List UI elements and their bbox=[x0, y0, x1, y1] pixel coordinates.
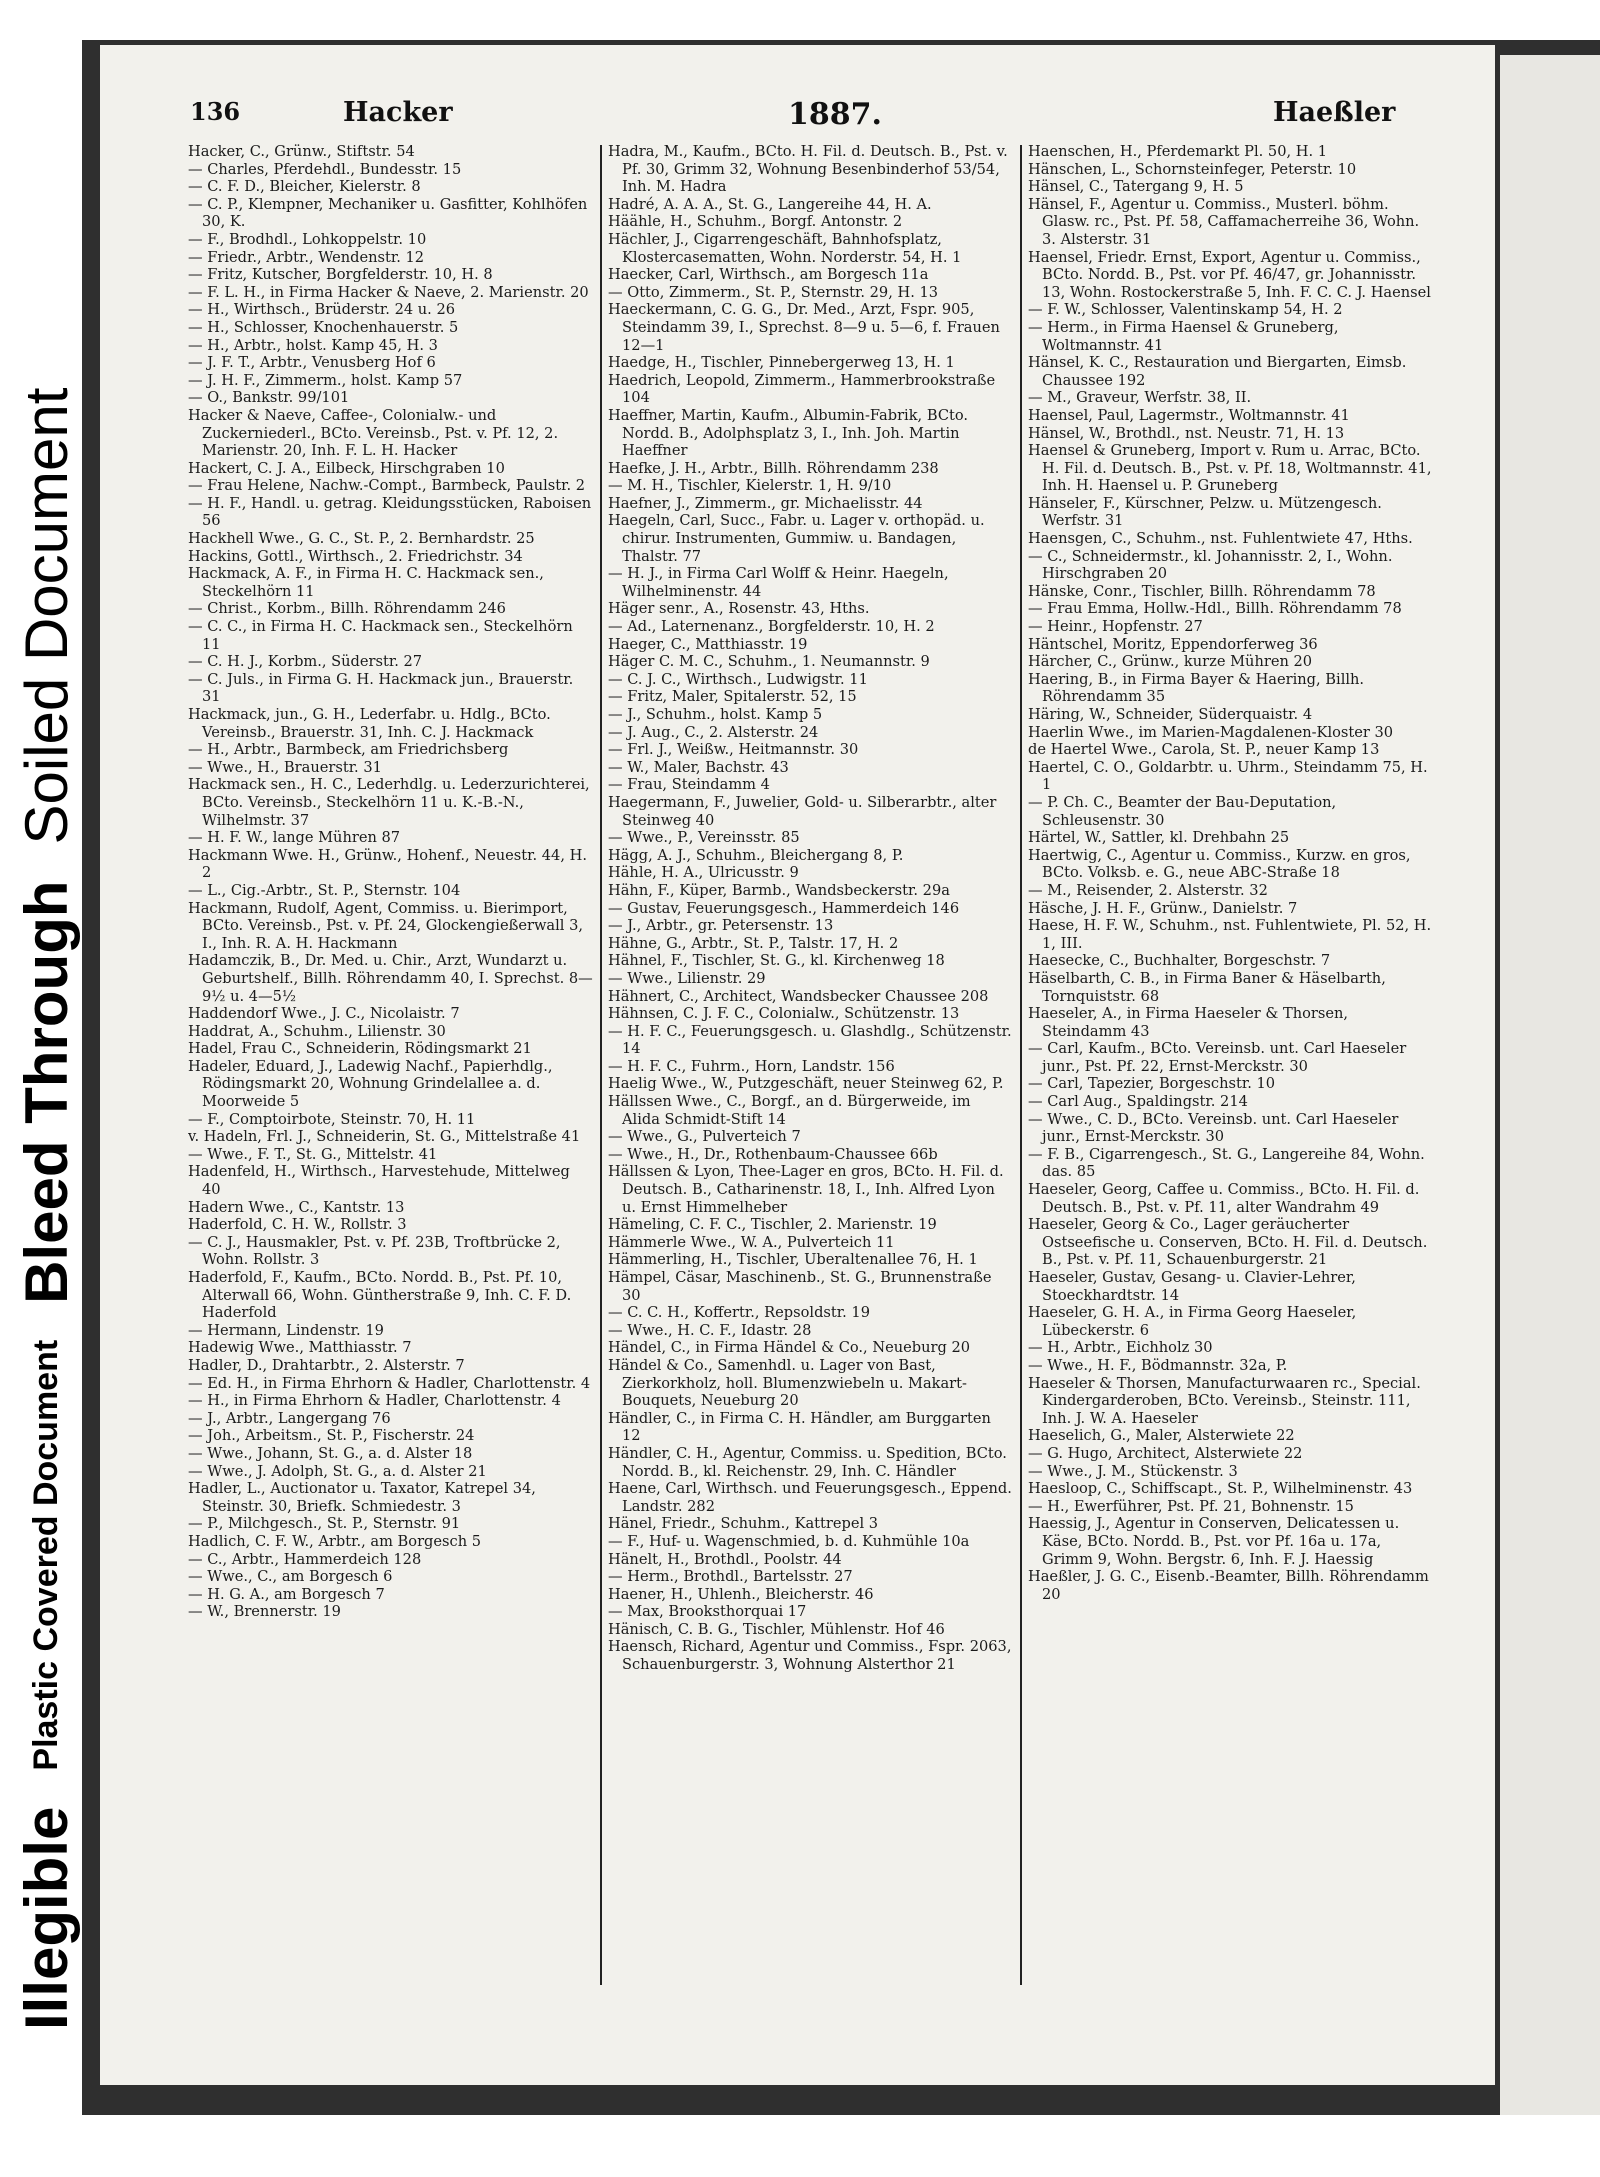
directory-entry: — P., Milchgesch., St. P., Sternstr. 91 bbox=[188, 1515, 461, 1533]
directory-entry: — C. F. D., Bleicher, Kielerstr. 8 bbox=[188, 178, 421, 196]
directory-entry: Haeger, C., Matthiasstr. 19 bbox=[608, 635, 808, 653]
directory-entry: Hähne, G., Arbtr., St. P., Talstr. 17, H. 2 bbox=[608, 934, 899, 952]
directory-entry: Hällssen & Lyon, Thee-Lager en gros, BCto. H. Fil. d. Deutsch. B., Catharinenstr. 18, I., Inh. Alfred Lyon u. Ernst Himmelheber bbox=[608, 1163, 1004, 1216]
directory-entry: Haenschen, H., Pferdemarkt Pl. 50, H. 1 bbox=[1028, 143, 1328, 160]
directory-entry: Hähnel, F., Tischler, St. G., kl. Kirchenweg 18 bbox=[608, 952, 945, 970]
directory-entry: — Christ., Korbm., Billh. Röhrendamm 246 bbox=[188, 600, 506, 618]
directory-entry: Hänske, Conr., Tischler, Billh. Röhrendamm 78 bbox=[1028, 582, 1376, 600]
directory-entry: Härtel, W., Sattler, kl. Drehbahn 25 bbox=[1028, 829, 1290, 847]
directory-entry: — H. J., in Firma Carl Wolff & Heinr. Haegeln, Wilhelminenstr. 44 bbox=[608, 565, 949, 600]
directory-entry: — F., Comptoirbote, Steinstr. 70, H. 11 bbox=[188, 1110, 476, 1128]
directory-entry: Haddrat, A., Schuhm., Lilienstr. 30 bbox=[188, 1022, 446, 1040]
directory-entry: Haeßler, J. G. C., Eisenb.-Beamter, Billh. Röhrendamm 20 bbox=[1028, 1568, 1429, 1603]
directory-entry: — Wwe., J. M., Stückenstr. 3 bbox=[1028, 1462, 1238, 1480]
directory-entry: v. Hadeln, Frl. J., Schneiderin, St. G., Mittelstraße 41 bbox=[188, 1128, 581, 1146]
directory-entry: Hänel, Friedr., Schuhm., Kattrepel 3 bbox=[608, 1515, 879, 1533]
directory-entry: Hällssen Wwe., C., Borgf., an d. Bürgerweide, im Alida Schmidt-Stift 14 bbox=[608, 1093, 971, 1128]
directory-entry: — F. W., Schlosser, Valentinskamp 54, H. 2 bbox=[1028, 301, 1343, 319]
directory-entry: — J., Arbtr., Langergang 76 bbox=[188, 1409, 391, 1427]
directory-entry: Haesecke, C., Buchhalter, Borgeschstr. 7 bbox=[1028, 952, 1331, 970]
directory-entry: — L., Cig.-Arbtr., St. P., Sternstr. 104 bbox=[188, 881, 461, 899]
directory-entry: Hadré, A. A. A., St. G., Langereihe 44, H. A. bbox=[608, 195, 932, 213]
directory-entry: — H., Ewerführer, Pst. Pf. 21, Bohnenstr. 15 bbox=[1028, 1497, 1354, 1515]
condition-plastic-covered: Plastic Covered Document bbox=[26, 1339, 65, 1771]
directory-entry: — H., Arbtr., Eichholz 30 bbox=[1028, 1339, 1213, 1357]
directory-entry: — Frau Emma, Hollw.-Hdl., Billh. Röhrendamm 78 bbox=[1028, 600, 1402, 618]
directory-entry: Hähn, F., Küper, Barmb., Wandsbeckerstr. 29a bbox=[608, 881, 950, 899]
directory-entry: — J. F. T., Arbtr., Venusberg Hof 6 bbox=[188, 354, 436, 372]
directory-entry: Hänisch, C. B. G., Tischler, Mühlenstr. Hof 46 bbox=[608, 1620, 945, 1638]
condition-soiled: Soiled Document bbox=[12, 387, 80, 845]
directory-entry: Haensel, Paul, Lagermstr., Woltmannstr. 41 bbox=[1028, 406, 1350, 424]
directory-entry: — H., Schlosser, Knochenhauerstr. 5 bbox=[188, 318, 459, 336]
directory-entry: Häähle, H., Schuhm., Borgf. Antonstr. 2 bbox=[608, 213, 903, 231]
directory-entry: Hadeler, Eduard, J., Ladewig Nachf., Papierhdlg., Rödingsmarkt 20, Wohnung Grindelallee a. d. Moorweide 5 bbox=[188, 1057, 553, 1111]
directory-entry: Haesloop, C., Schiffscapt., St. P., Wilhelminenstr. 43 bbox=[1028, 1480, 1413, 1498]
directory-entry: Haese, H. F. W., Schuhm., nst. Fuhlentwiete, Pl. 52, H. 1, III. bbox=[1028, 917, 1432, 952]
directory-entry: Hänsel, F., Agentur u. Commiss., Musterl. böhm. Glasw. rc., Pst. Pf. 58, Caffamacherreihe 36, Wohn. 3. Alsterstr. 31 bbox=[1028, 195, 1420, 248]
directory-entry: Hacker, C., Grünw., Stiftstr. 54 bbox=[188, 143, 415, 160]
directory-entry: — Max, Brooksthorquai 17 bbox=[608, 1603, 807, 1621]
directory-entry: — Otto, Zimmerm., St. P., Sternstr. 29, H. 13 bbox=[608, 283, 939, 301]
directory-entry: Hadler, D., Drahtarbtr., 2. Alsterstr. 7 bbox=[188, 1356, 465, 1374]
directory-entry: Häselbarth, C. B., in Firma Baner & Häselbarth, Tornquiststr. 68 bbox=[1028, 969, 1386, 1005]
directory-entry: — C. H. J., Korbm., Süderstr. 27 bbox=[188, 653, 423, 671]
directory-entry: Haensel & Gruneberg, Import v. Rum u. Arrac, BCto. H. Fil. d. Deutsch. B., Pst. v. Pf. 18, Woltmannstr. 41, Inh. H. Haensel u. P. Gruneberg bbox=[1028, 442, 1432, 495]
directory-entry: Haedge, H., Tischler, Pinnebergerweg 13, H. 1 bbox=[608, 354, 955, 372]
directory-entry: — Wwe., H., Brauerstr. 31 bbox=[188, 758, 382, 776]
directory-entry: — Carl, Tapezier, Borgeschstr. 10 bbox=[1028, 1075, 1276, 1093]
directory-entry: Hämmerle Wwe., W. A., Pulverteich 11 bbox=[608, 1233, 895, 1251]
document-condition-label bbox=[4, 30, 88, 2030]
directory-entry: Hadra, M., Kaufm., BCto. H. Fil. d. Deutsch. B., Pst. v. Pf. 30, Grimm 32, Wohnung Besenbinderhof 53/54, Inh. M. Hadra bbox=[608, 143, 1008, 196]
directory-entry: Haeseler, Georg & Co., Lager geräucherter Ostseefische u. Conserven, BCto. H. Fil. d. Deutsch. B., Pst. v. Pf. 11, Schauenburgerstr. 21 bbox=[1028, 1216, 1428, 1269]
directory-entry: — Wwe., C. D., BCto. Vereinsb. unt. Carl Haeseler junr., Ernst-Merckstr. 30 bbox=[1028, 1110, 1399, 1146]
directory-entry: Hächler, J., Cigarrengeschäft, Bahnhofsplatz, Klostercasematten, Wohn. Norderstr. 54, H. 1 bbox=[608, 230, 962, 266]
directory-entry: — Wwe., F. T., St. G., Mittelstr. 41 bbox=[188, 1145, 438, 1163]
directory-entry: Häger C. M. C., Schuhm., 1. Neumannstr. 9 bbox=[608, 653, 930, 671]
directory-entry: — Ed. H., in Firma Ehrhorn & Hadler, Charlottenstr. 4 bbox=[188, 1374, 591, 1392]
directory-entry: — C. Juls., in Firma G. H. Hackmack jun., Brauerstr. 31 bbox=[188, 670, 574, 706]
page-header bbox=[188, 97, 1458, 143]
directory-entry: — Carl, Kaufm., BCto. Vereinsb. unt. Carl Haeseler junr., Pst. Pf. 22, Ernst-Merckstr. 30 bbox=[1028, 1040, 1407, 1075]
directory-entry: Hackmack sen., H. C., Lederhdlg. u. Lederzurichterei, BCto. Vereinsb., Steckelhörn 11 u. K.-B.-N., Wilhelmstr. 37 bbox=[188, 776, 590, 829]
directory-entry: Haeseler, A., in Firma Haeseler & Thorsen, Steindamm 43 bbox=[1028, 1005, 1349, 1040]
directory-entry: Haensgen, C., Schuhm., nst. Fuhlentwiete 47, Hths. bbox=[1028, 530, 1413, 548]
directory-entry: — C. C. H., Koffertr., Repsoldstr. 19 bbox=[608, 1304, 870, 1322]
directory-entry: Hänschen, L., Schornsteinfeger, Peterstr. 10 bbox=[1028, 160, 1357, 178]
directory-entry: — H. F. C., Feuerungsgesch. u. Glashdlg., Schützenstr. 14 bbox=[608, 1022, 1012, 1058]
directory-entry: Hadel, Frau C., Schneiderin, Rödingsmarkt 21 bbox=[188, 1040, 532, 1058]
condition-bleed-through: Bleed Through bbox=[12, 880, 80, 1304]
directory-entry: — F., Brodhdl., Lohkoppelstr. 10 bbox=[188, 230, 427, 248]
directory-entry: Haefke, J. H., Arbtr., Billh. Röhrendamm 238 bbox=[608, 459, 939, 477]
directory-entry: Hähnert, C., Architect, Wandsbecker Chaussee 208 bbox=[608, 987, 989, 1005]
directory-entry: — W., Maler, Bachstr. 43 bbox=[608, 758, 789, 776]
directory-entry: Haecker, Carl, Wirthsch., am Borgesch 11a bbox=[608, 266, 929, 284]
directory-entry: — M., Graveur, Werfstr. 38, II. bbox=[1028, 389, 1252, 407]
directory-entry: Haeselich, G., Maler, Alsterwiete 22 bbox=[1028, 1427, 1295, 1445]
directory-entry: — C. C., in Firma H. C. Hackmack sen., Steckelhörn 11 bbox=[188, 618, 573, 653]
bottom-margin bbox=[0, 2120, 1600, 2177]
directory-entry: — H. F., Handl. u. getrag. Kleidungsstücken, Raboisen 56 bbox=[188, 494, 592, 530]
directory-entry: — Fritz, Kutscher, Borgfelderstr. 10, H. 8 bbox=[188, 266, 493, 284]
directory-entry: Haeseler, Gustav, Gesang- u. Clavier-Lehrer, Stoeckhardtstr. 14 bbox=[1028, 1269, 1356, 1304]
directory-entry: Haerlin Wwe., im Marien-Magdalenen-Kloster 30 bbox=[1028, 723, 1394, 741]
directory-entry: Hänsel, W., Brothdl., nst. Neustr. 71, H. 13 bbox=[1028, 424, 1345, 442]
directory-entry: Hähle, H. A., Ulricusstr. 9 bbox=[608, 864, 799, 882]
directory-entry: Haertwig, C., Agentur u. Commiss., Kurzw. en gros, BCto. Volksb. e. G., neue ABC-Straße 18 bbox=[1028, 846, 1411, 882]
directory-entry: Haensch, Richard, Agentur und Commiss., Fspr. 2063, Schauenburgerstr. 3, Wohnung Alsterthor 21 bbox=[608, 1638, 1012, 1674]
directory-column-2 bbox=[608, 143, 1013, 2003]
directory-entry: — Heinr., Hopfenstr. 27 bbox=[1028, 618, 1203, 636]
directory-page bbox=[100, 45, 1495, 2085]
directory-entry: — J. H. F., Zimmerm., holst. Kamp 57 bbox=[188, 371, 463, 389]
directory-entry: — Joh., Arbeitsm., St. P., Fischerstr. 24 bbox=[188, 1427, 475, 1445]
directory-entry: Häntschel, Moritz, Eppendorferweg 36 bbox=[1028, 635, 1318, 653]
directory-entry: — C. P., Klempner, Mechaniker u. Gasfitter, Kohlhöfen 30, K. bbox=[188, 195, 588, 231]
directory-entry: — C., Schneidermstr., kl. Johannisstr. 2, I., Wohn. Hirschgraben 20 bbox=[1028, 547, 1393, 583]
directory-entry: Hämeling, C. F. C., Tischler, 2. Marienstr. 19 bbox=[608, 1216, 937, 1234]
directory-entry: Hadlich, C. F. W., Arbtr., am Borgesch 5 bbox=[188, 1532, 482, 1550]
directory-entry: — Wwe., C., am Borgesch 6 bbox=[188, 1568, 393, 1586]
directory-entry: — F., Huf- u. Wagenschmied, b. d. Kuhmühle 10a bbox=[608, 1532, 970, 1550]
directory-entry: Hänseler, F., Kürschner, Pelzw. u. Mützengesch. Werfstr. 31 bbox=[1028, 494, 1382, 530]
directory-entry: Hackert, C. J. A., Eilbeck, Hirschgraben 10 bbox=[188, 459, 505, 477]
directory-entry: Haener, H., Uhlenh., Bleicherstr. 46 bbox=[608, 1585, 874, 1603]
directory-entry: — J., Arbtr., gr. Petersenstr. 13 bbox=[608, 917, 834, 935]
directory-entry: — M., Reisender, 2. Alsterstr. 32 bbox=[1028, 881, 1268, 899]
directory-entry: — Wwe., H. C. F., Idastr. 28 bbox=[608, 1321, 812, 1339]
directory-entry: — Frau, Steindamm 4 bbox=[608, 776, 770, 794]
page-number: 136 bbox=[190, 97, 241, 126]
directory-entry: Haefner, J., Zimmerm., gr. Michaelisstr. 44 bbox=[608, 494, 923, 512]
directory-entry: Hackmack, A. F., in Firma H. C. Hackmack sen., Steckelhörn 11 bbox=[188, 565, 544, 600]
directory-entry: — H. G. A., am Borgesch 7 bbox=[188, 1585, 385, 1603]
directory-entry: Hänelt, H., Brothdl., Poolstr. 44 bbox=[608, 1550, 842, 1568]
directory-entry: Haedrich, Leopold, Zimmerm., Hammerbrookstraße 104 bbox=[608, 371, 996, 407]
directory-entry: — Fritz, Maler, Spitalerstr. 52, 15 bbox=[608, 688, 857, 706]
directory-column-1 bbox=[188, 143, 593, 2003]
directory-entry: Häsche, J. H. F., Grünw., Danielstr. 7 bbox=[1028, 899, 1298, 917]
directory-entry: Haertel, C. O., Goldarbtr. u. Uhrm., Steindamm 75, H. 1 bbox=[1028, 758, 1428, 794]
directory-entry: Härcher, C., Grünw., kurze Mühren 20 bbox=[1028, 653, 1313, 671]
directory-entry: — Herm., in Firma Haensel & Gruneberg, Woltmannstr. 41 bbox=[1028, 318, 1339, 354]
directory-entry: Hadenfeld, H., Wirthsch., Harvestehude, Mittelweg 40 bbox=[188, 1163, 570, 1199]
directory-entry: — O., Bankstr. 99/101 bbox=[188, 389, 350, 407]
directory-entry: — Carl Aug., Spaldingstr. 214 bbox=[1028, 1093, 1248, 1111]
directory-entry: Haderfold, C. H. W., Rollstr. 3 bbox=[188, 1216, 407, 1234]
directory-entry: Haering, B., in Firma Bayer & Haering, Billh. Röhrendamm 35 bbox=[1028, 670, 1365, 706]
directory-entry: Hämmerling, H., Tischler, Uberaltenallee 76, H. 1 bbox=[608, 1251, 978, 1269]
directory-entry: — Wwe., Johann, St. G., a. d. Alster 18 bbox=[188, 1444, 473, 1462]
condition-illegible: Illegible bbox=[12, 1806, 80, 2030]
directory-entry: Hänsel, C., Tatergang 9, H. 5 bbox=[1028, 178, 1244, 196]
directory-entry: — Wwe., H. F., Bödmannstr. 32a, P. bbox=[1028, 1356, 1288, 1374]
directory-entry: — C. J. C., Wirthsch., Ludwigstr. 11 bbox=[608, 670, 868, 688]
directory-entry: Haegermann, F., Juwelier, Gold- u. Silberarbtr., alter Steinweg 40 bbox=[608, 793, 997, 829]
directory-entry: — Frau Helene, Nachw.-Compt., Barmbeck, Paulstr. 2 bbox=[188, 477, 586, 495]
directory-entry: — Wwe., J. Adolph, St. G., a. d. Alster 21 bbox=[188, 1462, 487, 1480]
directory-entry: Haeffner, Martin, Kaufm., Albumin-Fabrik, BCto. Nordd. B., Adolphsplatz 3, I., Inh. Joh. Martin Haeffner bbox=[608, 406, 969, 460]
directory-entry: — H., Wirthsch., Brüderstr. 24 u. 26 bbox=[188, 301, 456, 319]
directory-entry: Hadamczik, B., Dr. Med. u. Chir., Arzt, Wundarzt u. Geburtshelf., Billh. Röhrendamm 40, I. Sprechst. 8—9½ u. 4—5½ bbox=[188, 952, 593, 1005]
directory-entry: Hacker & Naeve, Caffee-, Colonialw.- und Zuckerniederl., BCto. Vereinsb., Pst. v. Pf. 12, 2. Marienstr. 20, Inh. F. L. H. Hacker bbox=[188, 406, 559, 460]
right-catchword: Haeßler bbox=[1273, 97, 1396, 128]
left-catchword: Hacker bbox=[343, 97, 453, 128]
directory-entry: — Wwe., Lilienstr. 29 bbox=[608, 969, 766, 987]
directory-entry: Händler, C. H., Agentur, Commiss. u. Spedition, BCto. Nordd. B., kl. Reichenstr. 29, Inh. C. Händler bbox=[608, 1444, 1007, 1480]
directory-entry: — H. F. W., lange Mühren 87 bbox=[188, 829, 401, 847]
directory-entry: Haene, Carl, Wirthsch. und Feuerungsgesch., Eppend. Landstr. 282 bbox=[608, 1480, 1012, 1515]
directory-column-3 bbox=[1028, 143, 1433, 2003]
directory-entry: de Haertel Wwe., Carola, St. P., neuer Kamp 13 bbox=[1028, 741, 1380, 759]
directory-entry: Hadern Wwe., C., Kantstr. 13 bbox=[188, 1198, 405, 1216]
directory-entry: — H., Arbtr., holst. Kamp 45, H. 3 bbox=[188, 336, 438, 354]
directory-entry: — Herm., Brothdl., Bartelsstr. 27 bbox=[608, 1568, 853, 1586]
directory-entry: Haeseler & Thorsen, Manufacturwaaren rc., Special. Kindergarderoben, BCto. Vereinsb., Steinstr. 111, Inh. J. W. A. Haeseler bbox=[1028, 1374, 1421, 1427]
directory-entry: — J., Schuhm., holst. Kamp 5 bbox=[608, 706, 823, 723]
directory-entry: Händel & Co., Samenhdl. u. Lager von Bast, Zierkorkholz, holl. Blumenzwiebeln u. Makart-Bouquets, Neueburg 20 bbox=[608, 1356, 967, 1410]
directory-entry: Hämpel, Cäsar, Maschinenb., St. G., Brunnenstraße 30 bbox=[608, 1269, 992, 1304]
directory-entry: Häger senr., A., Rosenstr. 43, Hths. bbox=[608, 600, 870, 618]
directory-entry: — Frl. J., Weißw., Heitmannstr. 30 bbox=[608, 741, 859, 759]
directory-entry: Hackmann Wwe. H., Grünw., Hohenf., Neuestr. 44, H. 2 bbox=[188, 846, 587, 882]
directory-entry: Hackins, Gottl., Wirthsch., 2. Friedrichstr. 34 bbox=[188, 547, 523, 565]
directory-entry: — Gustav, Feuerungsgesch., Hammerdeich 146 bbox=[608, 899, 960, 917]
directory-entry: Hänsel, K. C., Restauration und Biergarten, Eimsb. Chaussee 192 bbox=[1028, 354, 1407, 389]
directory-entry: — Friedr., Arbtr., Wendenstr. 12 bbox=[188, 248, 425, 266]
directory-entry: — H., in Firma Ehrhorn & Hadler, Charlottenstr. 4 bbox=[188, 1392, 561, 1410]
directory-entry: Hadler, L., Auctionator u. Taxator, Katrepel 34, Steinstr. 30, Briefk. Schmiedestr. 3 bbox=[188, 1480, 536, 1515]
directory-entry: Hähnsen, C. J. F. C., Colonialw., Schützenstr. 13 bbox=[608, 1005, 960, 1023]
directory-entry: Haddendorf Wwe., J. C., Nicolaistr. 7 bbox=[188, 1005, 460, 1023]
facing-page-edge bbox=[1500, 55, 1600, 2115]
directory-entry: — Wwe., P., Vereinsstr. 85 bbox=[608, 829, 800, 847]
directory-entry: Haderfold, F., Kaufm., BCto. Nordd. B., Pst. Pf. 10, Alterwall 66, Wohn. Güntherstraße 9, Inh. C. F. D. Haderfold bbox=[188, 1269, 572, 1322]
directory-entry: Händel, C., in Firma Händel & Co., Neueburg 20 bbox=[608, 1339, 971, 1357]
column-divider bbox=[600, 145, 602, 1985]
directory-entry: — C. J., Hausmakler, Pst. v. Pf. 23B, Troftbrücke 2, Wohn. Rollstr. 3 bbox=[188, 1233, 561, 1269]
directory-entry: — M. H., Tischler, Kielerstr. 1, H. 9/10 bbox=[608, 477, 892, 495]
directory-entry: — W., Brennerstr. 19 bbox=[188, 1603, 341, 1621]
directory-entry: Haeseler, Georg, Caffee u. Commiss., BCto. H. Fil. d. Deutsch. B., Pst. v. Pf. 11, alter Wandrahm 49 bbox=[1028, 1181, 1420, 1216]
directory-entry: — F. L. H., in Firma Hacker & Naeve, 2. Marienstr. 20 bbox=[188, 283, 589, 301]
directory-entry: — H. F. C., Fuhrm., Horn, Landstr. 156 bbox=[608, 1057, 895, 1075]
directory-entry: Hadewig Wwe., Matthiasstr. 7 bbox=[188, 1339, 412, 1357]
column-divider bbox=[1020, 145, 1022, 1985]
directory-entry: Händler, C., in Firma C. H. Händler, am Burggarten 12 bbox=[608, 1409, 991, 1445]
directory-entry: Hackmack, jun., G. H., Lederfabr. u. Hdlg., BCto. Vereinsb., Brauerstr. 31, Inh. C. J. Hackmack bbox=[188, 706, 551, 741]
directory-entry: Haessig, J., Agentur in Conserven, Delicatessen u. Käse, BCto. Nordd. B., Pst. vor Pf. 16a u. 17a, Grimm 9, Wohn. Bergstr. 6, Inh. F. J. Haessig bbox=[1028, 1515, 1400, 1568]
directory-entry: — Charles, Pferdehdl., Bundesstr. 15 bbox=[188, 160, 462, 178]
directory-entry: — C., Arbtr., Hammerdeich 128 bbox=[188, 1550, 422, 1568]
directory-entry: — Wwe., H., Dr., Rothenbaum-Chaussee 66b bbox=[608, 1145, 938, 1163]
directory-entry: — Ad., Laternenanz., Borgfelderstr. 10, H. 2 bbox=[608, 618, 935, 636]
directory-entry: Häring, W., Schneider, Süderquaistr. 4 bbox=[1028, 706, 1313, 723]
directory-entry: Haensel, Friedr. Ernst, Export, Agentur u. Commiss., BCto. Nordd. B., Pst. vor Pf. 46/47, gr. Johannisstr. 13, Wohn. Rostockerstraße 5, Inh. F. C. C. J. Haensel bbox=[1028, 248, 1431, 301]
directory-entry: Haegeln, Carl, Succ., Fabr. u. Lager v. orthopäd. u. chirur. Instrumenten, Gummiw. u. Bandagen, Thalstr. 77 bbox=[608, 512, 985, 565]
directory-entry: Haelig Wwe., W., Putzgeschäft, neuer Steinweg 62, P. bbox=[608, 1075, 1004, 1093]
directory-entry: Hackhell Wwe., G. C., St. P., 2. Bernhardstr. 25 bbox=[188, 530, 535, 548]
directory-entry: — P. Ch. C., Beamter der Bau-Deputation, Schleusenstr. 30 bbox=[1028, 793, 1337, 829]
directory-entry: — F. B., Cigarrengesch., St. G., Langereihe 84, Wohn. das. 85 bbox=[1028, 1145, 1425, 1181]
directory-entry: Hägg, A. J., Schuhm., Bleichergang 8, P. bbox=[608, 846, 904, 864]
page-year: 1887. bbox=[788, 97, 882, 132]
directory-entry: — H., Arbtr., Barmbeck, am Friedrichsberg bbox=[188, 741, 509, 759]
directory-entry: Haeckermann, C. G. G., Dr. Med., Arzt, Fspr. 905, Steindamm 39, I., Sprechst. 8—9 u. 5—6, f. Frauen 12—1 bbox=[608, 301, 1000, 354]
directory-entry: — Hermann, Lindenstr. 19 bbox=[188, 1321, 384, 1339]
directory-entry: Hackmann, Rudolf, Agent, Commiss. u. Bierimport, BCto. Vereinsb., Pst. v. Pf. 24, Glockengießerwall 3, I., Inh. R. A. H. Hackmann bbox=[188, 899, 584, 952]
directory-entry: Haeseler, G. H. A., in Firma Georg Haeseler, Lübeckerstr. 6 bbox=[1028, 1304, 1357, 1339]
directory-entry: — G. Hugo, Architect, Alsterwiete 22 bbox=[1028, 1444, 1303, 1462]
directory-entry: — Wwe., G., Pulverteich 7 bbox=[608, 1128, 801, 1146]
directory-entry: — J. Aug., C., 2. Alsterstr. 24 bbox=[608, 723, 819, 741]
